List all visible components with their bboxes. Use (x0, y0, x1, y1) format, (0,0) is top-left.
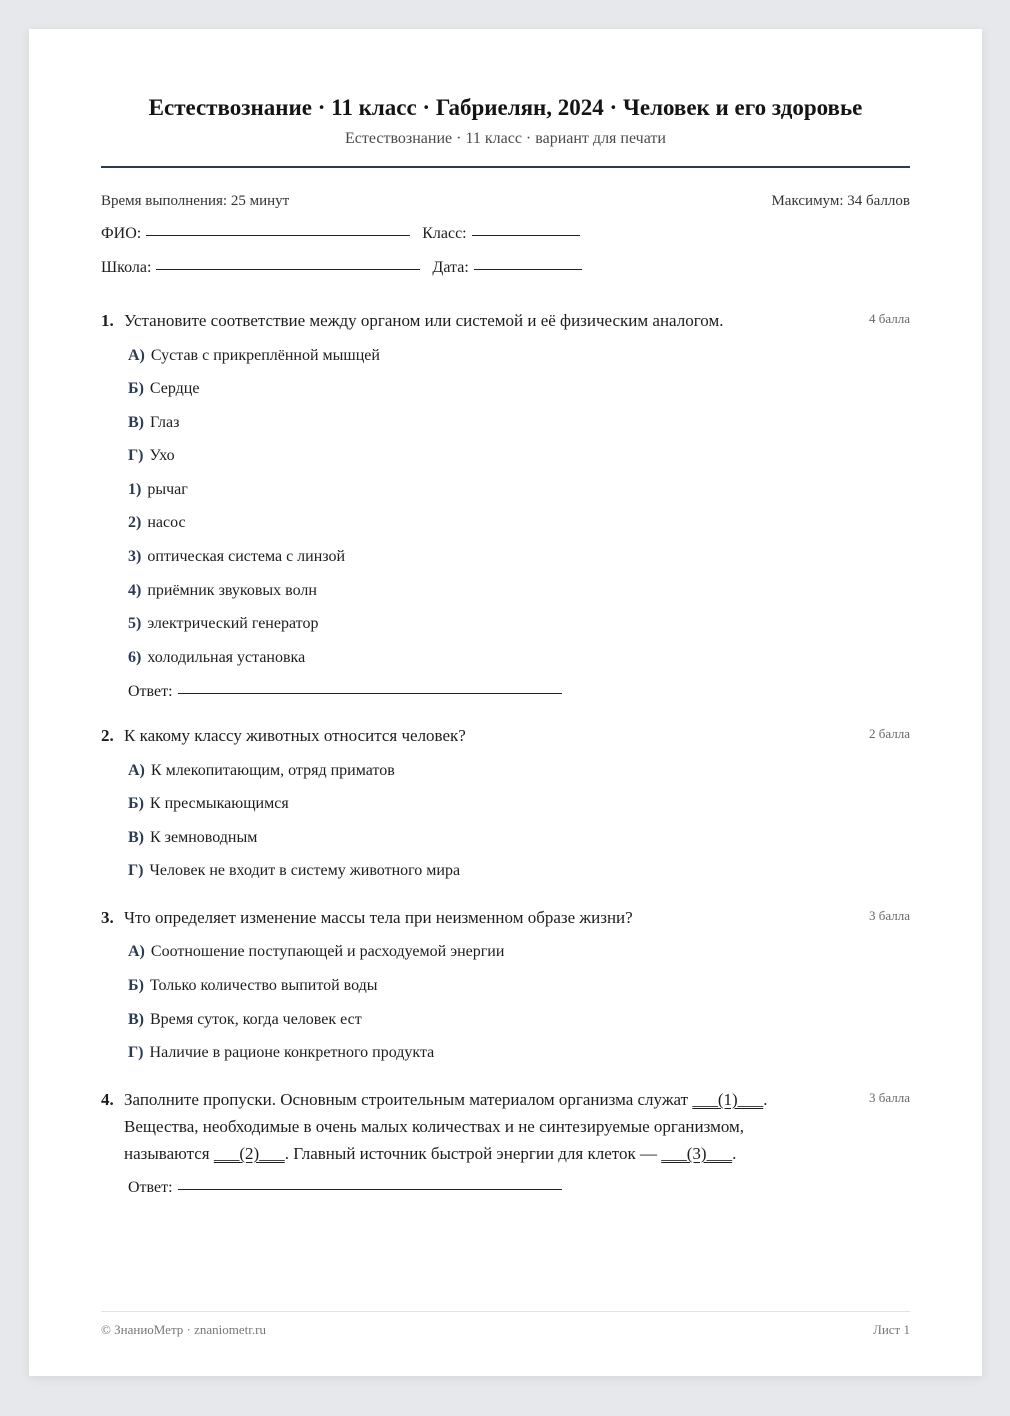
question-points: 3 балла (869, 908, 910, 923)
option-a: А) Сустав с прикреплённой мышцей (128, 347, 380, 364)
option-a: А) К млекопитающим, отряд приматов (128, 762, 395, 779)
option-g: Г) Наличие в рационе конкретного продукта (128, 1044, 435, 1061)
max-score: Максимум: 34 баллов (771, 193, 910, 209)
blank-1[interactable]: ___(1)___ (692, 1090, 764, 1109)
question-points: 3 балла (869, 1090, 910, 1105)
option-6: 6) холодильная установка (128, 649, 306, 666)
blank-2[interactable]: ___(2)___ (213, 1144, 285, 1163)
question-text: Установите соответствие между органом или системой и её физическим аналогом. (124, 311, 724, 330)
answer-field-4[interactable] (178, 1188, 562, 1190)
option-b: Б) Сердце (128, 380, 200, 397)
school-date-row (101, 259, 582, 277)
question-3 (101, 904, 910, 931)
option-a: А) Соотношение поступающей и расходуемой энергии (128, 943, 505, 960)
option-2: 2) насос (128, 514, 186, 531)
option-3: 3) оптическая система с линзой (128, 548, 346, 565)
option-1: 1) рычаг (128, 481, 188, 498)
fio-label: ФИО: (101, 225, 142, 242)
header-divider (101, 166, 910, 168)
question-points: 2 балла (869, 726, 910, 741)
question-number: 2. (101, 726, 114, 745)
question-number: 3. (101, 908, 114, 927)
question-text: К какому классу животных относится человек? (124, 726, 466, 745)
question-text: Что определяет изменение массы тела при неизменном образе жизни? (124, 908, 633, 927)
option-5: 5) электрический генератор (128, 615, 319, 632)
footer-copyright: © ЗнаниоМетр · znaniometr.ru (101, 1322, 266, 1337)
blank-3[interactable]: ___(3)___ (661, 1144, 733, 1163)
class-label: Класс: (422, 225, 467, 242)
question-number: 1. (101, 311, 114, 330)
date-field[interactable] (474, 268, 582, 270)
option-b: Б) К пресмыкающимся (128, 795, 289, 812)
page-title: Естествознание · 11 класс · Габриелян, 2024 · Человек и его здоровье (148, 95, 863, 120)
answer-row-4 (128, 1179, 562, 1197)
question-points: 4 балла (869, 311, 910, 326)
option-g: Г) Человек не входит в систему животного мира (128, 862, 461, 879)
option-v: В) Время суток, когда человек ест (128, 1011, 362, 1028)
page-subtitle: Естествознание · 11 класс · вариант для печати (345, 130, 666, 147)
time-limit: Время выполнения: 25 минут (101, 193, 290, 209)
answer-label: Ответ: (128, 683, 173, 700)
question-2 (101, 722, 910, 749)
option-v: В) Глаз (128, 414, 180, 431)
school-label: Школа: (101, 259, 152, 276)
question-1 (101, 307, 910, 334)
option-4: 4) приёмник звуковых волн (128, 582, 317, 599)
option-v: В) К земноводным (128, 829, 258, 846)
worksheet-page (29, 29, 982, 1376)
question-number: 4. (101, 1090, 114, 1109)
footer-divider (101, 1311, 910, 1312)
answer-field-1[interactable] (178, 692, 562, 694)
fio-field[interactable] (146, 234, 410, 236)
option-b: Б) Только количество выпитой воды (128, 977, 378, 994)
class-field[interactable] (472, 234, 580, 236)
answer-label: Ответ: (128, 1179, 173, 1196)
fio-class-row (101, 225, 580, 243)
footer-sheet-number: Лист 1 (873, 1322, 910, 1337)
question-text: Заполните пропуски. Основным строительным материалом организма служат ___(1)___. Вещества, необходимые в очень малых количествах и не синтезируемые организмом, называются ___(2)___. Главный источник быстрой энергии для клеток — ___(3)___. (124, 1090, 768, 1163)
answer-row-1 (128, 683, 562, 701)
question-4 (101, 1086, 910, 1167)
option-g: Г) Ухо (128, 447, 175, 464)
school-field[interactable] (156, 268, 420, 270)
date-label: Дата: (432, 259, 469, 276)
